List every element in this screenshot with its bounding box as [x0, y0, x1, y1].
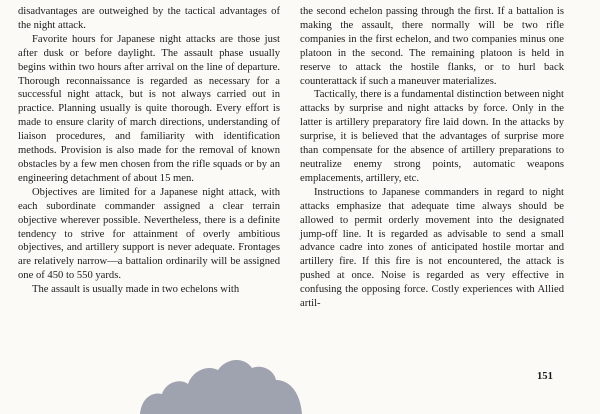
- left-paragraph-1: disadvantages are outweighed by the tactical advantages of the night attack.: [18, 6, 280, 31]
- stain-shape: [140, 360, 302, 414]
- left-column: [18, 5, 280, 297]
- right-paragraph-2: Tactically, there is a fundamental distinction between night attacks by surprise and night attacks by force. Only in the latter is artillery preparatory fire laid down. In the attacks by surprise, it is believed that the advantages of surprise more than compensate for the absence of artillery preparations to neutralize enemy strong points, automatic weapons emplacements, artillery, etc.: [300, 89, 564, 184]
- left-paragraph-2: Favorite hours for Japanese night attacks are those just after dusk or before daylight. The assault phase usually begins within two hours after arrival on the line of departure. Thorough reconnaissance is regarded as necessary for a successful night attack, but is not always carried out in practice. Planning usually is quite thorough. Every effort is made to ensure clarity of march directions, understanding of liaison procedures, and familiarity with identification methods. Provision is also made for the removal of known obstacles by a few men chosen from the rifle squads or by an engineering detachment of about 15 men.: [18, 33, 280, 184]
- right-column: [300, 5, 564, 311]
- right-paragraph-3: Instructions to Japanese commanders in regard to night attacks emphasize that adequate time always should be allowed to permit orderly movement into the designated jump-off line. It is regarded as advisable to send a small advance cadre into zones of anticipated hostile mortar and artillery fire. If this fire is not encountered, the attack is pushed at once. Noise is regarded as very effective in confusing the opposing force. Costly experiences with Allied artil-: [300, 186, 564, 310]
- right-paragraph-1: the second echelon passing through the first. If a battalion is making the assault, there normally will be two rifle companies in the first echelon, and two companies minus one platoon in the second. The remaining platoon is held in reserve to attack the hostile flanks, or to hurl back counterattack if such a maneuver materializes.: [300, 6, 564, 87]
- left-paragraph-3: Objectives are limited for a Japanese night attack, with each subordinate commander assigned a clear terrain objective wherever possible. Nevertheless, there is a definite tendency to strive for attainment of overly ambitious objectives, and artillery support is never adequate. Frontages are relatively narrow—a battalion ordinarily will be assigned one of 450 to 550 yards.: [18, 186, 280, 282]
- left-paragraph-4: The assault is usually made in two echelons with: [32, 284, 240, 296]
- page-number: 151: [537, 371, 553, 382]
- ink-stain-blot: [136, 334, 306, 414]
